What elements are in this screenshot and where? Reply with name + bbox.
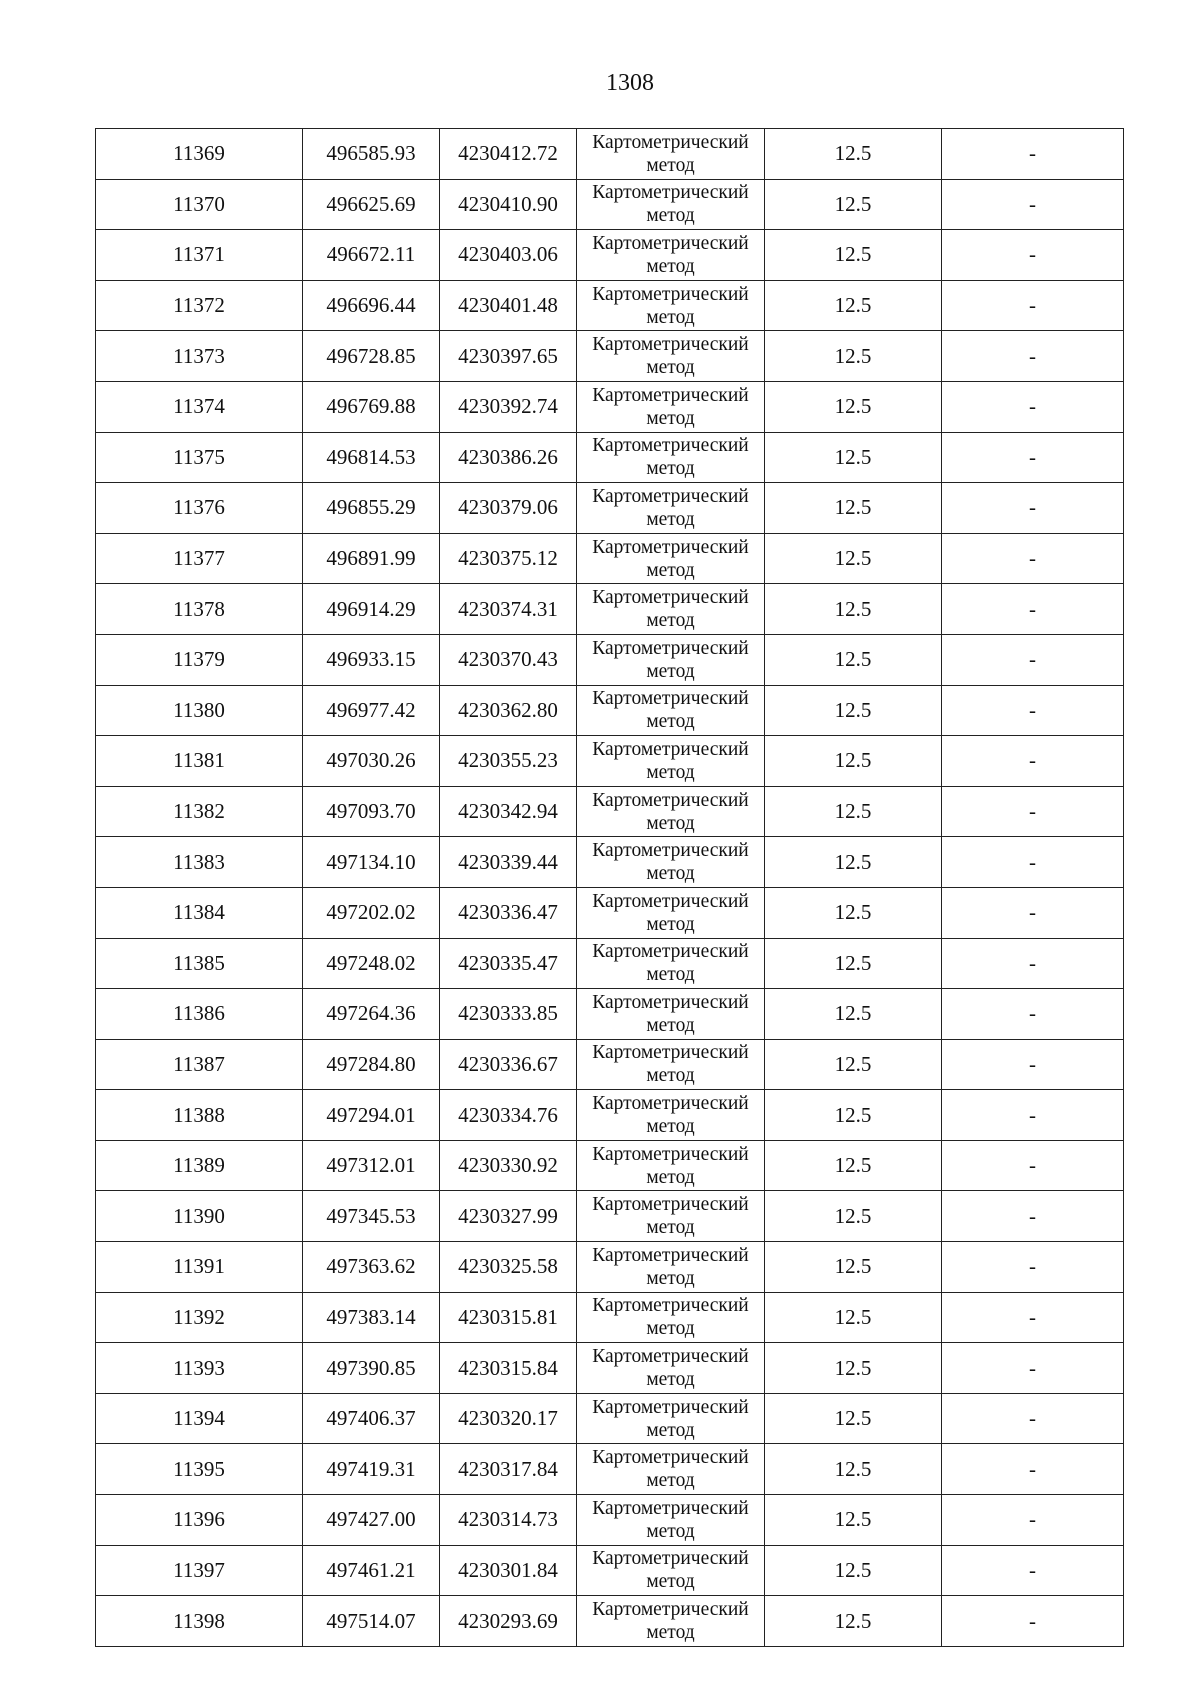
point-id-cell: 11370 xyxy=(96,179,303,230)
x-coordinate-cell: 496933.15 xyxy=(303,634,440,685)
method-cell xyxy=(577,634,765,685)
method-line: метод xyxy=(646,1116,695,1138)
table-row xyxy=(96,1242,1124,1293)
method-cell xyxy=(577,837,765,888)
method-line: метод xyxy=(646,255,695,277)
x-coordinate-cell: 496977.42 xyxy=(303,685,440,736)
accuracy-cell: 12.5 xyxy=(765,230,942,281)
table-row xyxy=(96,989,1124,1040)
point-id-cell: 11389 xyxy=(96,1140,303,1191)
point-id-cell: 11382 xyxy=(96,786,303,837)
method-cell xyxy=(577,685,765,736)
y-coordinate-cell: 4230403.06 xyxy=(440,230,577,281)
note-cell: - xyxy=(942,129,1124,180)
method-cell xyxy=(577,887,765,938)
accuracy-cell: 12.5 xyxy=(765,1444,942,1495)
method-cell xyxy=(577,786,765,837)
method-line: метод xyxy=(646,812,695,834)
x-coordinate-cell: 496855.29 xyxy=(303,483,440,534)
method-line: метод xyxy=(646,205,695,227)
point-id-cell: 11388 xyxy=(96,1090,303,1141)
method-line: Картометрический xyxy=(592,738,749,760)
accuracy-cell: 12.5 xyxy=(765,280,942,331)
point-id-cell: 11390 xyxy=(96,1191,303,1242)
accuracy-cell: 12.5 xyxy=(765,786,942,837)
point-id-cell: 11376 xyxy=(96,483,303,534)
point-id-cell: 11381 xyxy=(96,736,303,787)
method-line: Картометрический xyxy=(592,1244,749,1266)
point-id-cell: 11378 xyxy=(96,584,303,635)
method-line: метод xyxy=(646,1166,695,1188)
note-cell: - xyxy=(942,685,1124,736)
method-cell xyxy=(577,432,765,483)
table-body xyxy=(96,129,1124,1647)
method-line: метод xyxy=(646,357,695,379)
x-coordinate-cell: 497264.36 xyxy=(303,989,440,1040)
method-line: метод xyxy=(646,761,695,783)
method-line: метод xyxy=(646,458,695,480)
point-id-cell: 11394 xyxy=(96,1393,303,1444)
method-line: Картометрический xyxy=(592,435,749,457)
method-line: метод xyxy=(646,863,695,885)
note-cell: - xyxy=(942,1242,1124,1293)
method-cell xyxy=(577,331,765,382)
y-coordinate-cell: 4230397.65 xyxy=(440,331,577,382)
note-cell: - xyxy=(942,1393,1124,1444)
method-cell xyxy=(577,230,765,281)
method-cell xyxy=(577,736,765,787)
accuracy-cell: 12.5 xyxy=(765,1292,942,1343)
y-coordinate-cell: 4230342.94 xyxy=(440,786,577,837)
method-line: Картометрический xyxy=(592,1346,749,1368)
table-row xyxy=(96,129,1124,180)
method-cell xyxy=(577,483,765,534)
table-row xyxy=(96,1140,1124,1191)
accuracy-cell: 12.5 xyxy=(765,381,942,432)
point-id-cell: 11371 xyxy=(96,230,303,281)
x-coordinate-cell: 496585.93 xyxy=(303,129,440,180)
table-row xyxy=(96,331,1124,382)
method-cell xyxy=(577,938,765,989)
note-cell: - xyxy=(942,1191,1124,1242)
accuracy-cell: 12.5 xyxy=(765,1090,942,1141)
method-line: метод xyxy=(646,1369,695,1391)
note-cell: - xyxy=(942,331,1124,382)
point-id-cell: 11384 xyxy=(96,887,303,938)
note-cell: - xyxy=(942,634,1124,685)
table-row xyxy=(96,381,1124,432)
table-row xyxy=(96,432,1124,483)
method-line: Картометрический xyxy=(592,637,749,659)
table-row xyxy=(96,938,1124,989)
method-cell xyxy=(577,280,765,331)
x-coordinate-cell: 497383.14 xyxy=(303,1292,440,1343)
accuracy-cell: 12.5 xyxy=(765,1242,942,1293)
point-id-cell: 11396 xyxy=(96,1495,303,1546)
accuracy-cell: 12.5 xyxy=(765,1140,942,1191)
note-cell: - xyxy=(942,938,1124,989)
accuracy-cell: 12.5 xyxy=(765,1343,942,1394)
note-cell: - xyxy=(942,1343,1124,1394)
y-coordinate-cell: 4230374.31 xyxy=(440,584,577,635)
method-line: метод xyxy=(646,1419,695,1441)
method-cell xyxy=(577,1242,765,1293)
y-coordinate-cell: 4230320.17 xyxy=(440,1393,577,1444)
x-coordinate-cell: 496914.29 xyxy=(303,584,440,635)
method-line: метод xyxy=(646,1014,695,1036)
method-line: метод xyxy=(646,407,695,429)
point-id-cell: 11386 xyxy=(96,989,303,1040)
page-number: 1308 xyxy=(606,70,654,96)
accuracy-cell: 12.5 xyxy=(765,634,942,685)
table-row xyxy=(96,1191,1124,1242)
accuracy-cell: 12.5 xyxy=(765,179,942,230)
accuracy-cell: 12.5 xyxy=(765,1191,942,1242)
point-id-cell: 11385 xyxy=(96,938,303,989)
point-id-cell: 11393 xyxy=(96,1343,303,1394)
note-cell: - xyxy=(942,179,1124,230)
method-line: Картометрический xyxy=(592,1093,749,1115)
accuracy-cell: 12.5 xyxy=(765,938,942,989)
method-line: Картометрический xyxy=(592,131,749,153)
y-coordinate-cell: 4230301.84 xyxy=(440,1545,577,1596)
y-coordinate-cell: 4230355.23 xyxy=(440,736,577,787)
accuracy-cell: 12.5 xyxy=(765,584,942,635)
table-row xyxy=(96,634,1124,685)
method-line: Картометрический xyxy=(592,1599,749,1621)
y-coordinate-cell: 4230339.44 xyxy=(440,837,577,888)
note-cell: - xyxy=(942,1495,1124,1546)
note-cell: - xyxy=(942,887,1124,938)
method-line: метод xyxy=(646,1622,695,1644)
x-coordinate-cell: 497406.37 xyxy=(303,1393,440,1444)
accuracy-cell: 12.5 xyxy=(765,1545,942,1596)
table-row xyxy=(96,584,1124,635)
note-cell: - xyxy=(942,584,1124,635)
accuracy-cell: 12.5 xyxy=(765,129,942,180)
accuracy-cell: 12.5 xyxy=(765,1039,942,1090)
method-cell xyxy=(577,1393,765,1444)
y-coordinate-cell: 4230362.80 xyxy=(440,685,577,736)
x-coordinate-cell: 496891.99 xyxy=(303,533,440,584)
method-line: Картометрический xyxy=(592,840,749,862)
y-coordinate-cell: 4230335.47 xyxy=(440,938,577,989)
method-cell xyxy=(577,533,765,584)
method-line: метод xyxy=(646,1217,695,1239)
method-line: Картометрический xyxy=(592,283,749,305)
method-line: Картометрический xyxy=(592,1042,749,1064)
x-coordinate-cell: 497419.31 xyxy=(303,1444,440,1495)
method-cell xyxy=(577,179,765,230)
y-coordinate-cell: 4230410.90 xyxy=(440,179,577,230)
y-coordinate-cell: 4230375.12 xyxy=(440,533,577,584)
point-id-cell: 11392 xyxy=(96,1292,303,1343)
method-cell xyxy=(577,1292,765,1343)
accuracy-cell: 12.5 xyxy=(765,331,942,382)
method-cell xyxy=(577,129,765,180)
method-cell xyxy=(577,1140,765,1191)
y-coordinate-cell: 4230336.67 xyxy=(440,1039,577,1090)
method-line: Картометрический xyxy=(592,1447,749,1469)
method-cell xyxy=(577,1039,765,1090)
point-id-cell: 11375 xyxy=(96,432,303,483)
accuracy-cell: 12.5 xyxy=(765,1495,942,1546)
point-id-cell: 11395 xyxy=(96,1444,303,1495)
table-row xyxy=(96,786,1124,837)
note-cell: - xyxy=(942,432,1124,483)
method-line: Картометрический xyxy=(592,182,749,204)
method-line: Картометрический xyxy=(592,1396,749,1418)
table-row xyxy=(96,736,1124,787)
method-line: метод xyxy=(646,306,695,328)
method-line: Картометрический xyxy=(592,587,749,609)
method-line: Картометрический xyxy=(592,334,749,356)
note-cell: - xyxy=(942,280,1124,331)
x-coordinate-cell: 497345.53 xyxy=(303,1191,440,1242)
y-coordinate-cell: 4230315.81 xyxy=(440,1292,577,1343)
x-coordinate-cell: 497312.01 xyxy=(303,1140,440,1191)
table-row xyxy=(96,1292,1124,1343)
point-id-cell: 11398 xyxy=(96,1596,303,1647)
point-id-cell: 11369 xyxy=(96,129,303,180)
note-cell: - xyxy=(942,1039,1124,1090)
point-id-cell: 11380 xyxy=(96,685,303,736)
method-line: Картометрический xyxy=(592,1295,749,1317)
y-coordinate-cell: 4230327.99 xyxy=(440,1191,577,1242)
table-row xyxy=(96,179,1124,230)
method-line: метод xyxy=(646,508,695,530)
x-coordinate-cell: 497390.85 xyxy=(303,1343,440,1394)
method-line: метод xyxy=(646,913,695,935)
x-coordinate-cell: 496769.88 xyxy=(303,381,440,432)
table-row xyxy=(96,230,1124,281)
x-coordinate-cell: 497093.70 xyxy=(303,786,440,837)
method-line: метод xyxy=(646,1470,695,1492)
note-cell: - xyxy=(942,1444,1124,1495)
method-cell xyxy=(577,1090,765,1141)
accuracy-cell: 12.5 xyxy=(765,483,942,534)
x-coordinate-cell: 497202.02 xyxy=(303,887,440,938)
method-line: Картометрический xyxy=(592,789,749,811)
accuracy-cell: 12.5 xyxy=(765,432,942,483)
method-line: Картометрический xyxy=(592,1497,749,1519)
point-id-cell: 11397 xyxy=(96,1545,303,1596)
note-cell: - xyxy=(942,1140,1124,1191)
note-cell: - xyxy=(942,989,1124,1040)
point-id-cell: 11373 xyxy=(96,331,303,382)
note-cell: - xyxy=(942,381,1124,432)
note-cell: - xyxy=(942,1596,1124,1647)
x-coordinate-cell: 497030.26 xyxy=(303,736,440,787)
table-row xyxy=(96,1596,1124,1647)
method-line: Картометрический xyxy=(592,232,749,254)
point-id-cell: 11383 xyxy=(96,837,303,888)
x-coordinate-cell: 497294.01 xyxy=(303,1090,440,1141)
method-line: Картометрический xyxy=(592,1143,749,1165)
note-cell: - xyxy=(942,483,1124,534)
method-line: Картометрический xyxy=(592,485,749,507)
table-row xyxy=(96,887,1124,938)
point-id-cell: 11387 xyxy=(96,1039,303,1090)
method-line: метод xyxy=(646,1520,695,1542)
method-line: Картометрический xyxy=(592,1548,749,1570)
y-coordinate-cell: 4230336.47 xyxy=(440,887,577,938)
x-coordinate-cell: 497427.00 xyxy=(303,1495,440,1546)
x-coordinate-cell: 496696.44 xyxy=(303,280,440,331)
x-coordinate-cell: 497461.21 xyxy=(303,1545,440,1596)
y-coordinate-cell: 4230401.48 xyxy=(440,280,577,331)
method-cell xyxy=(577,1444,765,1495)
method-line: Картометрический xyxy=(592,941,749,963)
accuracy-cell: 12.5 xyxy=(765,1393,942,1444)
y-coordinate-cell: 4230315.84 xyxy=(440,1343,577,1394)
method-line: метод xyxy=(646,1065,695,1087)
method-line: метод xyxy=(646,711,695,733)
note-cell: - xyxy=(942,736,1124,787)
method-cell xyxy=(577,584,765,635)
note-cell: - xyxy=(942,533,1124,584)
table-row xyxy=(96,483,1124,534)
table-row xyxy=(96,1343,1124,1394)
x-coordinate-cell: 497248.02 xyxy=(303,938,440,989)
table-row xyxy=(96,685,1124,736)
method-line: Картометрический xyxy=(592,536,749,558)
point-id-cell: 11391 xyxy=(96,1242,303,1293)
x-coordinate-cell: 496728.85 xyxy=(303,331,440,382)
y-coordinate-cell: 4230412.72 xyxy=(440,129,577,180)
accuracy-cell: 12.5 xyxy=(765,989,942,1040)
y-coordinate-cell: 4230314.73 xyxy=(440,1495,577,1546)
point-id-cell: 11374 xyxy=(96,381,303,432)
accuracy-cell: 12.5 xyxy=(765,736,942,787)
method-line: Картометрический xyxy=(592,1194,749,1216)
point-id-cell: 11379 xyxy=(96,634,303,685)
x-coordinate-cell: 497514.07 xyxy=(303,1596,440,1647)
method-line: метод xyxy=(646,154,695,176)
x-coordinate-cell: 497363.62 xyxy=(303,1242,440,1293)
table-row xyxy=(96,280,1124,331)
y-coordinate-cell: 4230293.69 xyxy=(440,1596,577,1647)
table-row xyxy=(96,1090,1124,1141)
method-cell xyxy=(577,381,765,432)
note-cell: - xyxy=(942,1090,1124,1141)
x-coordinate-cell: 497284.80 xyxy=(303,1039,440,1090)
y-coordinate-cell: 4230317.84 xyxy=(440,1444,577,1495)
coordinates-table xyxy=(95,128,1124,1647)
y-coordinate-cell: 4230379.06 xyxy=(440,483,577,534)
y-coordinate-cell: 4230333.85 xyxy=(440,989,577,1040)
method-cell xyxy=(577,989,765,1040)
table-row xyxy=(96,1039,1124,1090)
x-coordinate-cell: 496672.11 xyxy=(303,230,440,281)
note-cell: - xyxy=(942,786,1124,837)
y-coordinate-cell: 4230386.26 xyxy=(440,432,577,483)
y-coordinate-cell: 4230325.58 xyxy=(440,1242,577,1293)
method-line: метод xyxy=(646,1267,695,1289)
y-coordinate-cell: 4230330.92 xyxy=(440,1140,577,1191)
note-cell: - xyxy=(942,230,1124,281)
method-line: Картометрический xyxy=(592,384,749,406)
table-row xyxy=(96,1393,1124,1444)
method-cell xyxy=(577,1343,765,1394)
table-row xyxy=(96,837,1124,888)
table-row xyxy=(96,533,1124,584)
y-coordinate-cell: 4230392.74 xyxy=(440,381,577,432)
method-line: метод xyxy=(646,660,695,682)
method-cell xyxy=(577,1191,765,1242)
accuracy-cell: 12.5 xyxy=(765,1596,942,1647)
method-line: метод xyxy=(646,1571,695,1593)
note-cell: - xyxy=(942,1292,1124,1343)
method-line: метод xyxy=(646,1318,695,1340)
x-coordinate-cell: 496625.69 xyxy=(303,179,440,230)
table-row xyxy=(96,1545,1124,1596)
method-cell xyxy=(577,1545,765,1596)
method-cell xyxy=(577,1596,765,1647)
note-cell: - xyxy=(942,1545,1124,1596)
accuracy-cell: 12.5 xyxy=(765,685,942,736)
point-id-cell: 11377 xyxy=(96,533,303,584)
method-line: метод xyxy=(646,964,695,986)
accuracy-cell: 12.5 xyxy=(765,533,942,584)
x-coordinate-cell: 496814.53 xyxy=(303,432,440,483)
accuracy-cell: 12.5 xyxy=(765,837,942,888)
method-line: метод xyxy=(646,559,695,581)
y-coordinate-cell: 4230334.76 xyxy=(440,1090,577,1141)
method-line: Картометрический xyxy=(592,688,749,710)
table-row xyxy=(96,1444,1124,1495)
method-line: метод xyxy=(646,610,695,632)
method-line: Картометрический xyxy=(592,890,749,912)
point-id-cell: 11372 xyxy=(96,280,303,331)
accuracy-cell: 12.5 xyxy=(765,887,942,938)
x-coordinate-cell: 497134.10 xyxy=(303,837,440,888)
method-cell xyxy=(577,1495,765,1546)
y-coordinate-cell: 4230370.43 xyxy=(440,634,577,685)
table-row xyxy=(96,1495,1124,1546)
method-line: Картометрический xyxy=(592,991,749,1013)
note-cell: - xyxy=(942,837,1124,888)
